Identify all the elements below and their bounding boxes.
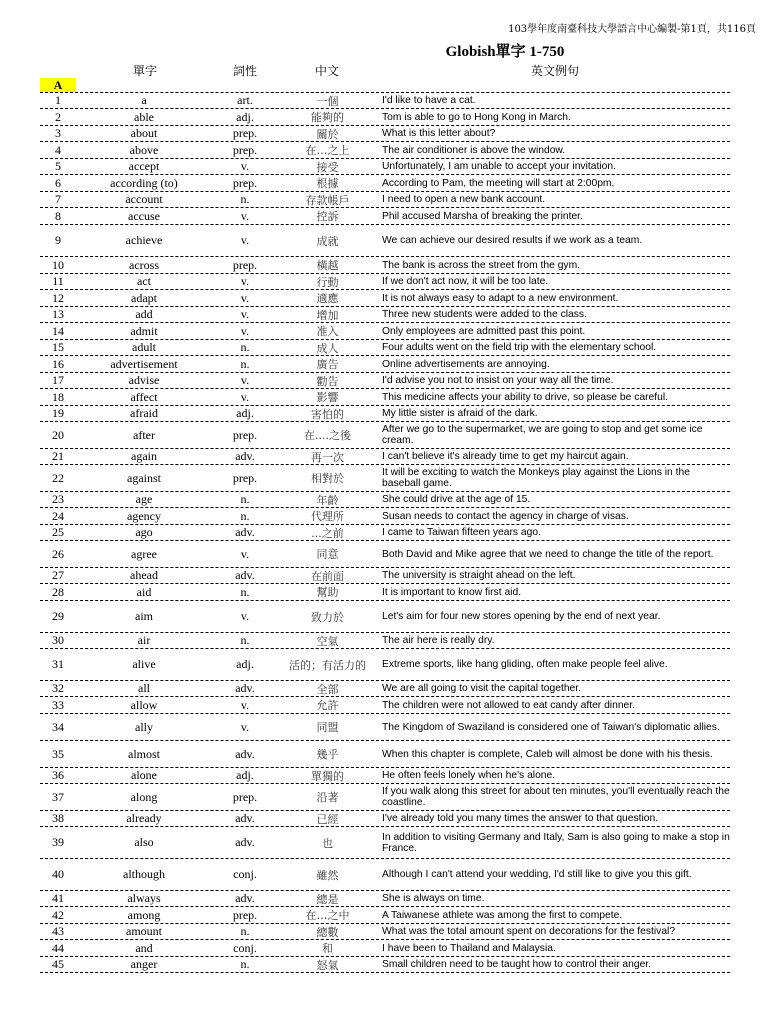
part-of-speech: adv. <box>235 681 255 695</box>
part-of-speech: v. <box>240 290 250 305</box>
table-row <box>40 508 730 525</box>
example-sentence: Three new students were added to the class. <box>382 309 587 320</box>
example-sentence: Online advertisements are annoying. <box>382 358 550 370</box>
part-of-speech: v. <box>240 546 250 561</box>
vocab-word: against <box>127 470 161 485</box>
chinese-meaning: 在....之後 <box>304 429 351 442</box>
example-sentence: I have been to Thailand and Malaysia. <box>382 942 556 954</box>
vocab-word: alive <box>132 657 156 671</box>
vocab-word: allow <box>130 697 158 712</box>
table-row <box>40 307 730 323</box>
vocabulary-table <box>40 93 730 973</box>
part-of-speech: v. <box>240 389 250 404</box>
part-of-speech: v. <box>240 208 250 223</box>
row-number: 16 <box>52 356 64 371</box>
table-row <box>40 175 730 192</box>
vocab-word: accuse <box>128 208 160 223</box>
table-row <box>40 907 730 924</box>
chinese-meaning: 年齡 <box>316 493 339 507</box>
table-row <box>40 681 730 697</box>
chinese-meaning: 致力於 <box>311 610 344 624</box>
vocab-word: across <box>129 257 159 272</box>
chinese-meaning: 總數 <box>316 925 339 939</box>
example-sentence: I've already told you many times the answer to that question. <box>382 813 659 824</box>
chinese-meaning: 雖然 <box>316 868 339 882</box>
part-of-speech: v. <box>240 159 250 173</box>
table-row <box>40 159 730 175</box>
row-number: 25 <box>52 525 64 539</box>
example-sentence: In addition to visiting Germany and Italy, Sam is also going to make a stop in France. <box>382 831 730 854</box>
row-number: 7 <box>55 192 61 206</box>
vocab-word: about <box>130 126 158 140</box>
vocab-word: admit <box>130 323 158 338</box>
row-number: 45 <box>52 957 64 971</box>
vocab-word: among <box>127 907 161 922</box>
table-row <box>40 323 730 340</box>
chinese-meaning: 同意 <box>316 548 339 561</box>
vocab-word: aim <box>135 609 153 623</box>
vocab-word: anger <box>130 957 158 971</box>
vocab-word: advise <box>128 373 160 387</box>
row-number: 13 <box>52 307 64 321</box>
chinese-meaning: 在前面 <box>311 569 344 583</box>
example-sentence: I came to Taiwan fifteen years ago. <box>382 527 541 538</box>
vocab-word: along <box>130 789 158 804</box>
vocab-word: all <box>138 681 150 695</box>
chinese-meaning: 相對於 <box>311 472 344 485</box>
chinese-meaning: 廣告 <box>316 358 339 371</box>
vocab-word: act <box>137 274 151 288</box>
row-number: 39 <box>52 835 64 849</box>
chinese-meaning: 橫越 <box>316 259 339 272</box>
example-sentence: Susan needs to contact the agency in charge of visas. <box>382 510 629 522</box>
part-of-speech: v. <box>240 719 250 734</box>
part-of-speech: n. <box>240 633 250 647</box>
example-sentence: What is this letter about? <box>382 128 496 139</box>
vocab-word: agency <box>127 508 161 523</box>
part-of-speech: v. <box>240 697 250 712</box>
column-headers <box>0 62 768 80</box>
row-number: 36 <box>52 768 64 782</box>
table-row <box>40 784 730 811</box>
column-header-zh: 中文 <box>314 64 339 78</box>
vocab-word: again <box>131 449 157 463</box>
page-header-note: 103學年度南臺科技大學語言中心編製-第1頁，共116頁 <box>508 24 756 35</box>
example-sentence: The Kingdom of Swaziland is considered one of Taiwan's diplomatic allies. <box>382 721 720 733</box>
row-number: 32 <box>52 681 64 695</box>
row-number: 28 <box>52 584 64 599</box>
chinese-meaning: 活的；有活力的 <box>289 658 366 672</box>
part-of-speech: adv. <box>235 891 255 905</box>
row-number: 29 <box>52 609 64 623</box>
part-of-speech: prep. <box>232 126 258 140</box>
chinese-meaning: 成人 <box>316 341 339 355</box>
part-of-speech: v. <box>240 274 250 288</box>
row-number: 22 <box>52 470 64 485</box>
vocab-word: after <box>133 427 155 442</box>
chinese-meaning: 存款帳戶 <box>305 193 350 207</box>
example-sentence: It is not always easy to adapt to a new environment. <box>382 292 619 304</box>
row-number: 12 <box>52 290 64 305</box>
example-sentence: My little sister is afraid of the dark. <box>382 408 538 419</box>
row-number: 1 <box>55 93 61 107</box>
part-of-speech: adj. <box>236 657 254 671</box>
row-number: 11 <box>52 274 64 288</box>
example-sentence: If we don't act now, it will be too late. <box>382 276 549 287</box>
example-sentence: The university is straight ahead on the left. <box>382 570 576 581</box>
part-of-speech: adv. <box>235 449 255 463</box>
example-sentence: She could drive at the age of 15. <box>382 494 531 505</box>
part-of-speech: v. <box>240 323 250 338</box>
example-sentence: I can't believe it's already time to get my haircut again. <box>382 451 629 462</box>
chinese-meaning: 總是 <box>316 892 339 906</box>
example-sentence: This medicine affects your ability to drive, so please be careful. <box>382 391 668 403</box>
vocab-word: above <box>129 142 159 157</box>
example-sentence: A Taiwanese athlete was among the first to compete. <box>382 909 623 921</box>
chinese-meaning: 成就 <box>316 234 339 248</box>
table-row <box>40 827 730 859</box>
vocab-word: advertisement <box>110 356 178 371</box>
row-number: 5 <box>55 159 61 173</box>
example-sentence: Unfortunately, I am unable to accept your invitation. <box>382 161 616 172</box>
example-sentence: Extreme sports, like hang gliding, often make people feel alive. <box>382 659 668 670</box>
part-of-speech: prep. <box>232 175 258 190</box>
part-of-speech: prep. <box>232 427 258 442</box>
part-of-speech: v. <box>240 609 250 623</box>
chinese-meaning: 怒氣 <box>316 958 339 972</box>
row-number: 2 <box>55 109 61 124</box>
table-row <box>40 525 730 541</box>
table-row <box>40 225 730 257</box>
table-row <box>40 126 730 142</box>
example-sentence: Only employees are admitted past this point. <box>382 325 586 337</box>
row-number: 38 <box>52 811 64 825</box>
example-sentence: I need to open a new bank account. <box>382 194 546 205</box>
row-number: 3 <box>55 126 61 140</box>
vocab-word: accept <box>128 159 160 173</box>
vocab-word: adult <box>132 340 156 354</box>
chinese-meaning: 幫助 <box>316 586 339 599</box>
chinese-meaning: 根據 <box>316 177 339 190</box>
chinese-meaning: 在…之上 <box>305 144 350 157</box>
row-number: 35 <box>52 746 64 761</box>
example-sentence: I'd advise you not to insist on your way all the time. <box>382 375 614 386</box>
example-sentence: Both David and Mike agree that we need to change the title of the report. <box>382 548 714 560</box>
table-row <box>40 290 730 307</box>
row-number: 20 <box>52 427 64 442</box>
table-row <box>40 811 730 827</box>
part-of-speech: prep. <box>232 907 258 922</box>
table-row <box>40 568 730 584</box>
row-number: 9 <box>55 233 61 247</box>
table-row <box>40 208 730 225</box>
example-sentence: It will be exciting to watch the Monkeys play against the Lions in the baseball game. <box>382 467 690 489</box>
column-header-example: 英文例句 <box>530 64 579 78</box>
example-sentence: She is always on time. <box>382 893 485 904</box>
chinese-meaning: 允許 <box>316 699 339 712</box>
row-number: 41 <box>52 891 64 905</box>
part-of-speech: n. <box>240 192 250 206</box>
part-of-speech: prep. <box>232 257 258 272</box>
example-sentence: Four adults went on the field trip with the elementary school. <box>382 342 657 353</box>
vocab-word: age <box>135 492 153 506</box>
table-row <box>40 389 730 406</box>
example-sentence: Phil accused Marsha of breaking the printer. <box>382 210 583 222</box>
table-row <box>40 957 730 973</box>
row-number: 6 <box>55 175 61 190</box>
chinese-meaning: 幾乎 <box>316 748 339 761</box>
table-row <box>40 714 730 741</box>
part-of-speech: v. <box>240 307 250 321</box>
example-sentence: If you walk along this street for about ten minutes, you'll eventually reach the coastline. <box>382 786 730 808</box>
example-sentence: According to Pam, the meeting will start at 2:00pm. <box>382 177 615 189</box>
document-title: Globish單字 1-750 <box>445 44 565 60</box>
table-row <box>40 93 730 109</box>
row-number: 40 <box>52 867 64 881</box>
chinese-meaning: 和 <box>322 942 333 955</box>
example-sentence: Small children need to be taught how to control their anger. <box>382 959 652 970</box>
vocab-word: although <box>123 867 165 881</box>
part-of-speech: n. <box>240 340 250 354</box>
table-row <box>40 465 730 492</box>
table-row <box>40 541 730 568</box>
vocab-word: also <box>134 835 154 849</box>
vocab-word: achieve <box>125 233 163 247</box>
part-of-speech: prep. <box>232 470 258 485</box>
row-number: 14 <box>52 323 64 338</box>
table-row <box>40 142 730 159</box>
vocab-word: already <box>126 811 162 825</box>
example-sentence: I'd like to have a cat. <box>382 95 476 106</box>
table-row <box>40 768 730 784</box>
row-number: 33 <box>52 697 64 712</box>
example-sentence: It is important to know first aid. <box>382 586 522 598</box>
chinese-meaning: 關於 <box>316 127 339 141</box>
table-row <box>40 697 730 714</box>
vocab-word: able <box>134 109 154 124</box>
vocab-word: ahead <box>130 568 158 582</box>
row-number: 10 <box>52 257 64 272</box>
vocab-word: ago <box>135 525 153 539</box>
part-of-speech: n. <box>240 584 250 599</box>
part-of-speech: adj. <box>236 109 254 124</box>
part-of-speech: adv. <box>235 746 255 761</box>
table-row <box>40 601 730 633</box>
example-sentence: The children were not allowed to eat candy after dinner. <box>382 699 635 711</box>
chinese-meaning: 行動 <box>316 275 339 289</box>
chinese-meaning: 單獨的 <box>311 769 344 783</box>
part-of-speech: prep. <box>232 142 258 157</box>
section-letter-badge: A <box>40 78 76 92</box>
vocab-word: adapt <box>131 290 157 305</box>
vocab-word: account <box>125 192 163 206</box>
table-row <box>40 940 730 957</box>
part-of-speech: n. <box>240 356 250 371</box>
part-of-speech: n. <box>240 508 250 523</box>
column-header-word: 單字 <box>132 64 157 78</box>
row-number: 27 <box>52 568 64 582</box>
vocab-word: alone <box>131 768 157 782</box>
chinese-meaning: 代理所 <box>311 510 344 523</box>
chinese-meaning: 在…之中 <box>305 909 350 922</box>
table-row <box>40 406 730 422</box>
table-row <box>40 859 730 891</box>
table-row <box>40 584 730 601</box>
chinese-meaning: 適應 <box>316 292 339 305</box>
row-number: 24 <box>52 508 64 523</box>
chinese-meaning: 全部 <box>316 682 339 696</box>
chinese-meaning: 控訴 <box>316 210 339 223</box>
vocab-word: and <box>135 940 153 955</box>
row-number: 42 <box>52 907 64 922</box>
vocab-word: according (to) <box>110 175 178 190</box>
table-row <box>40 373 730 389</box>
vocab-word: air <box>137 633 151 647</box>
table-row <box>40 192 730 208</box>
example-sentence: Let's aim for four new stores opening by the end of next year. <box>382 611 661 622</box>
example-sentence: After we go to the supermarket, we are going to stop and get some ice cream. <box>382 424 703 446</box>
chinese-meaning: 接受 <box>316 160 339 174</box>
example-sentence: We are all going to visit the capital together. <box>382 683 581 694</box>
table-row <box>40 340 730 356</box>
vocab-word: aid <box>136 584 152 599</box>
vocab-word: affect <box>130 389 158 404</box>
chinese-meaning: 沿著 <box>316 791 339 804</box>
row-number: 4 <box>55 142 61 157</box>
row-number: 17 <box>52 373 64 387</box>
example-sentence: We can achieve our desired results if we work as a team. <box>382 235 643 246</box>
row-number: 21 <box>52 449 64 463</box>
table-row <box>40 924 730 940</box>
part-of-speech: adv. <box>235 835 255 849</box>
vocab-word: ally <box>135 719 153 734</box>
row-number: 26 <box>52 546 64 561</box>
part-of-speech: n. <box>240 957 250 971</box>
vocab-word: add <box>135 307 153 321</box>
vocab-word: afraid <box>130 406 158 420</box>
chinese-meaning: 勸告 <box>316 374 339 388</box>
part-of-speech: v. <box>240 233 250 247</box>
table-row <box>40 109 730 126</box>
table-row <box>40 356 730 373</box>
chinese-meaning: 再一次 <box>311 450 344 464</box>
row-number: 44 <box>52 940 64 955</box>
row-number: 37 <box>52 789 64 804</box>
row-number: 18 <box>52 389 64 404</box>
chinese-meaning: 一個 <box>316 94 339 108</box>
table-row <box>40 274 730 290</box>
vocab-word: almost <box>128 746 160 761</box>
column-header-pos: 詞性 <box>232 64 257 78</box>
chinese-meaning: 空氣 <box>316 634 339 648</box>
part-of-speech: adv. <box>235 811 255 825</box>
row-number: 8 <box>55 208 61 223</box>
part-of-speech: v. <box>240 373 250 387</box>
example-sentence: Although I can't attend your wedding, I'd still like to give you this gift. <box>382 869 692 880</box>
part-of-speech: n. <box>240 924 250 938</box>
example-sentence: What was the total amount spent on decorations for the festival? <box>382 926 676 937</box>
part-of-speech: adv. <box>235 525 255 539</box>
row-number: 34 <box>52 719 64 734</box>
chinese-meaning: 增加 <box>316 308 339 322</box>
chinese-meaning: ...之前 <box>311 526 344 540</box>
row-number: 30 <box>52 633 64 647</box>
part-of-speech: prep. <box>232 789 258 804</box>
part-of-speech: n. <box>240 492 250 506</box>
example-sentence: When this chapter is complete, Caleb will almost be done with his thesis. <box>382 748 713 760</box>
row-number: 15 <box>52 340 64 354</box>
part-of-speech: conj. <box>233 940 257 955</box>
row-number: 19 <box>52 406 64 420</box>
table-row <box>40 741 730 768</box>
row-number: 23 <box>52 492 64 506</box>
part-of-speech: art. <box>237 93 253 107</box>
table-row <box>40 891 730 907</box>
table-row <box>40 422 730 449</box>
table-row <box>40 649 730 681</box>
example-sentence: The air here is really dry. <box>382 635 495 646</box>
table-row <box>40 257 730 274</box>
vocab-word: amount <box>126 924 162 938</box>
chinese-meaning: 准入 <box>316 325 339 338</box>
vocab-word: always <box>127 891 161 905</box>
table-row <box>40 449 730 465</box>
part-of-speech: adj. <box>236 768 254 782</box>
chinese-meaning: 影響 <box>316 391 339 404</box>
part-of-speech: adv. <box>235 568 255 582</box>
chinese-meaning: 同盟 <box>316 721 339 734</box>
table-row <box>40 492 730 508</box>
row-number: 43 <box>52 924 64 938</box>
part-of-speech: conj. <box>233 867 257 881</box>
example-sentence: Tom is able to go to Hong Kong in March. <box>382 111 571 123</box>
example-sentence: The air conditioner is above the window. <box>382 144 566 156</box>
example-sentence: The bank is across the street from the gym. <box>382 259 581 271</box>
row-number: 31 <box>52 657 64 671</box>
chinese-meaning: 能夠的 <box>311 111 344 124</box>
vocab-word: a <box>141 93 147 107</box>
chinese-meaning: 已經 <box>316 812 339 826</box>
chinese-meaning: 害怕的 <box>311 407 344 421</box>
chinese-meaning: 也 <box>322 836 333 850</box>
vocab-word: agree <box>131 546 157 561</box>
example-sentence: He often feels lonely when he's alone. <box>382 770 556 781</box>
part-of-speech: adj. <box>236 406 254 420</box>
table-row <box>40 633 730 649</box>
